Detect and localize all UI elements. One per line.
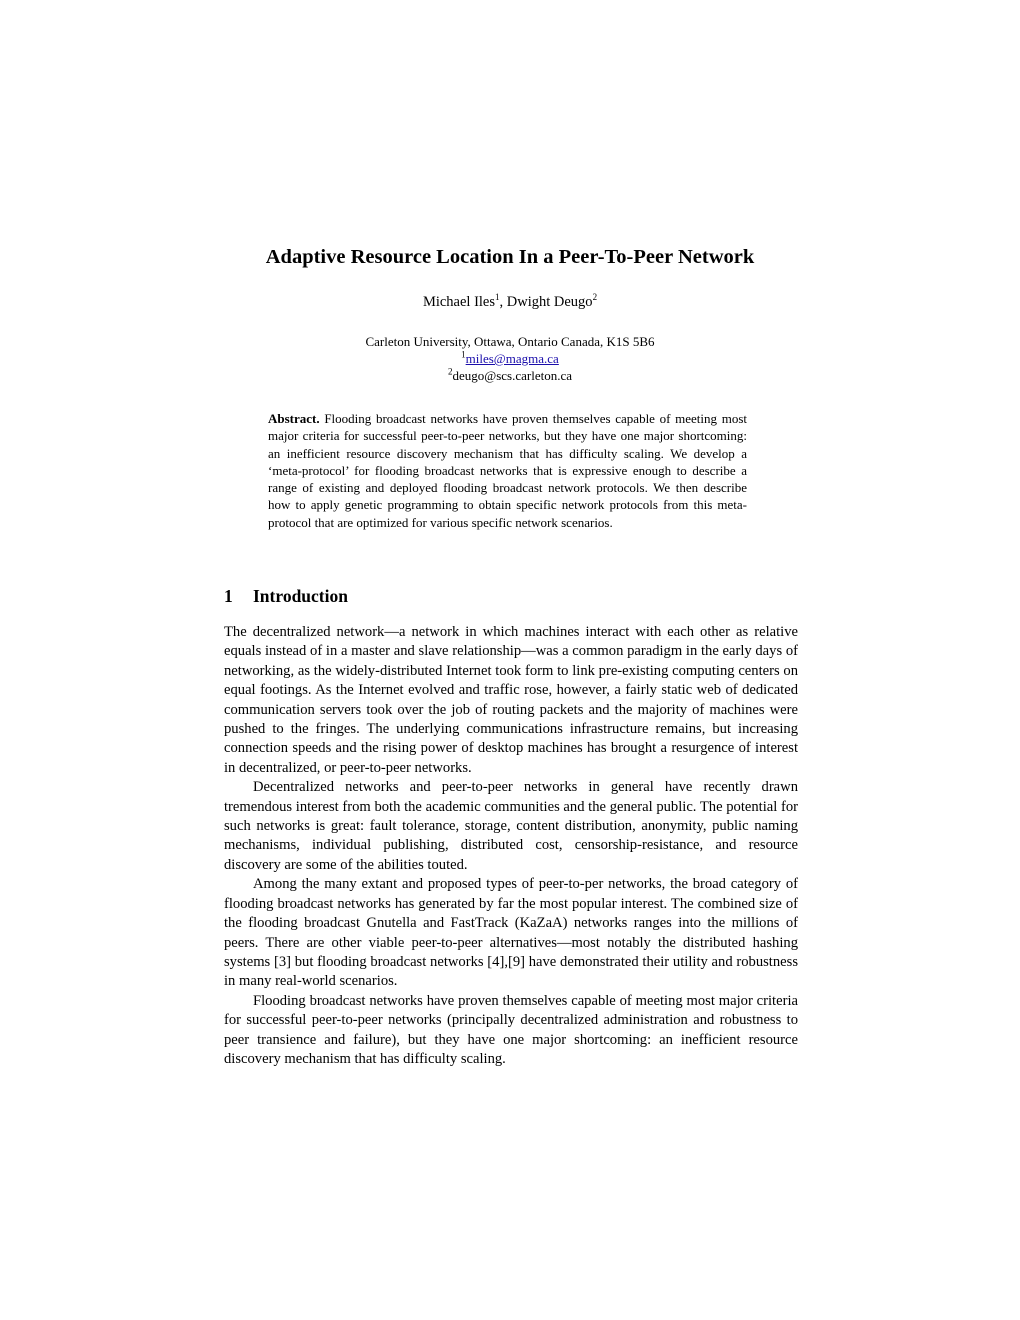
paper-title: Adaptive Resource Location In a Peer-To-Peer Network xyxy=(265,246,755,268)
email-mark: 2 xyxy=(447,366,453,377)
author-line xyxy=(0,292,1020,312)
email-link[interactable]: miles@magma.ca xyxy=(465,351,559,366)
author-name: Dwight Deugo xyxy=(506,294,593,310)
section-body xyxy=(224,623,798,1069)
body-paragraph: Among the many extant and proposed types of peer-to-per networks, the broad category of flooding broadcast networks has generated by far the most popular interest. The combined size of the flooding broadcast Gnutella and FastTrack (KaZaA) networks ranges into the millions of peers. There are other viable peer-to-peer alternatives—most notably the distributed hashing systems [3] but flooding broadcast networks [4],[9] have demonstrated their utility and robustness in many real-world scenarios. xyxy=(224,876,798,990)
abstract-label: Abstract. xyxy=(268,411,320,426)
abstract-text: Flooding broadcast networks have proven themselves capable of meeting most major criteria for successful peer-to-peer networks, but they have one major shortcoming: an inefficient resource discovery mechanism that has difficulty scaling. We develop a ‘meta-protocol’ for flooding broadcast networks that is expressive enough to describe a range of existing and deployed flooding broadcast network protocols. We then describe how to apply genetic programming to obtain specific network protocols from this meta-protocol that are optimized for various specific network scenarios. xyxy=(268,411,747,530)
affiliation-block xyxy=(0,333,1020,384)
section-number: 1 xyxy=(224,586,233,606)
email-line xyxy=(0,367,1020,384)
section-title: Introduction xyxy=(253,586,348,606)
body-paragraph: Flooding broadcast networks have proven themselves capable of meeting most major criteria for successful peer-to-peer networks (principally decentralized administration and robustness to peer transience and failure), but they have one major shortcoming: an inefficient resource discovery mechanism that has difficulty scaling. xyxy=(224,992,798,1067)
author-separator: , xyxy=(499,294,507,310)
body-paragraph: The decentralized network—a network in which machines interact with each other as relative equals instead of in a master and slave relationship—was a common paradigm in the early days of networking, as the widely-distributed Internet took form to link pre-existing computing centers on equal footings. As the Internet evolved and traffic rose, however, a fairly static web of dedicated communication servers took over the job of routing packets and the majority of machines were pushed to the fringes. The underlying communications infrastructure remains, but increasing connection speeds and the rising power of desktop machines has brought a resurgence of interest in decentralized, or peer-to-peer networks. xyxy=(224,624,798,776)
abstract xyxy=(268,410,747,531)
author-affiliation-mark: 1 xyxy=(495,292,500,303)
author-affiliation-mark: 2 xyxy=(592,292,598,303)
section-heading xyxy=(224,585,798,607)
author-name: Michael Iles xyxy=(422,294,496,310)
email-line xyxy=(0,350,1020,367)
email-text: deugo@scs.carleton.ca xyxy=(452,368,573,383)
body-paragraph: Decentralized networks and peer-to-peer networks in general have recently drawn tremendous interest from both the academic communities and the general public. The potential for such networks is great: fault tolerance, storage, content distribution, anonymity, public naming mechanisms, individual publishing, distributed cost, censorship-resistance, and resource discovery are some of the abilities touted. xyxy=(224,779,798,873)
email-mark: 1 xyxy=(461,349,466,360)
affiliation: Carleton University, Ottawa, Ontario Canada, K1S 5B6 xyxy=(365,334,655,349)
